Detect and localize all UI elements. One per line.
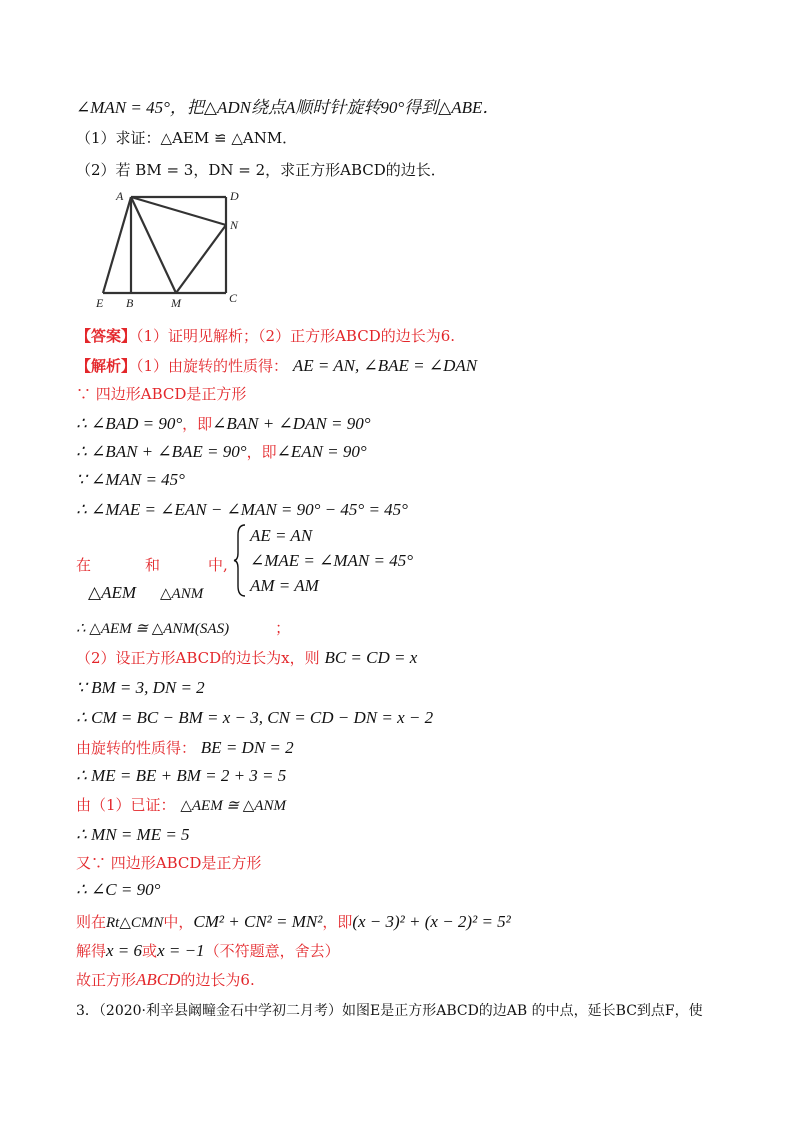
analysis-s7-triangle-1 — [88, 583, 136, 603]
next-problem-text: 3．（2020·利辛县阚疃金石中学初二月考）如图E是正方形ABCD的边AB 的中点，延长BC到点F，使 — [76, 1003, 703, 1019]
analysis-p4-math: ∴ CM = BC − BM = x − 3, CN = CD − DN = x − 2 — [76, 708, 434, 727]
analysis-part2-line-10 — [76, 912, 511, 933]
analysis-p12-math1: x = 6 — [106, 941, 143, 960]
analysis-p8-math: ∴ MN = ME = 5 — [76, 825, 190, 844]
analysis-s3-math: ∴ ∠BAD = 90° — [76, 414, 183, 433]
analysis-p11-math1: Rt△CMN — [106, 915, 164, 931]
problem-question-2: （2）若 BM = 3，DN = 2，求正方形ABCD的边长． — [76, 161, 446, 179]
analysis-p13-text1: 故正方形 — [76, 971, 137, 989]
segment-AM — [131, 197, 176, 293]
problem-question-1: （1）求证：△AEM ≌ △ANM． — [76, 129, 298, 147]
analysis-line-1 — [76, 356, 477, 376]
analysis-s7-tri2-text: △ANM — [160, 586, 204, 602]
analysis-p5-math: BE = DN = 2 — [200, 738, 294, 757]
analysis-p6-math: ∴ ME = BE + BM = 2 + 3 = 5 — [76, 766, 287, 785]
analysis-part2-line-2 — [76, 678, 205, 698]
analysis-p12-text3: （不符题意，舍去） — [204, 942, 340, 960]
analysis-s4-math: ∴ ∠BAN + ∠BAE = 90° — [76, 442, 247, 461]
segment-MN — [176, 225, 226, 293]
segment-AE — [103, 197, 131, 293]
analysis-s7-c3-text: AM = AM — [250, 576, 319, 595]
analysis-p10-math: ∴ ∠C = 90° — [76, 880, 161, 899]
analysis-s7-condition-2 — [250, 551, 413, 571]
analysis-s5-math: ∵ ∠MAN = 45° — [76, 470, 185, 489]
analysis-s7-condition-3 — [250, 576, 319, 596]
analysis-line-8 — [76, 618, 290, 639]
analysis-part2-line-4 — [76, 738, 294, 758]
analysis-p2-math: BC = CD = x — [324, 648, 418, 667]
answer-text: （1）证明见解析；（2）正方形ABCD的边长为6. — [136, 327, 456, 345]
analysis-p11-math3: (x − 3)² + (x − 2)² = 5² — [352, 912, 511, 931]
analysis-p13-text2: 的边长为6. — [180, 971, 255, 989]
analysis-line-3 — [76, 414, 371, 434]
analysis-part2-line-9 — [76, 880, 160, 900]
analysis-part2-line-1 — [76, 648, 417, 668]
analysis-s7-in: 在 — [76, 556, 92, 574]
analysis-p7-text: 由（1）已证： — [76, 796, 176, 814]
analysis-p5-text: 由旋转的性质得： — [76, 739, 197, 757]
analysis-s7-c2-text: ∠MAE = ∠MAN = 45° — [250, 551, 414, 570]
analysis-line-6 — [76, 500, 408, 520]
analysis-p12-math2: x = −1 — [157, 941, 205, 960]
analysis-part2-line-12 — [76, 970, 255, 990]
analysis-p11-text1: 则在 — [76, 913, 107, 931]
analysis-p12-text2: 或 — [142, 942, 158, 960]
analysis-s4-red: ，即 — [246, 443, 277, 461]
system-brace — [233, 523, 247, 598]
label-B: B — [126, 296, 134, 310]
analysis-part2-line-11 — [76, 941, 340, 961]
problem-line-1 — [76, 98, 499, 118]
analysis-s1-text: （1）由旋转的性质得： — [136, 357, 289, 375]
label-E: E — [96, 296, 104, 310]
problem-angle-statement: ∠MAN = 45°，把△ADN绕点A顺时针旋转90°得到△ABE． — [76, 98, 500, 117]
answer-tag: 【答案】 — [76, 327, 137, 345]
analysis-tag: 【解析】 — [76, 357, 137, 375]
analysis-s7-tri1-text: △AEM — [88, 583, 137, 602]
analysis-s1-math: AE = AN, ∠BAE = ∠DAN — [292, 356, 478, 375]
analysis-s7-c1-text: AE = AN — [250, 526, 313, 545]
analysis-line-5 — [76, 470, 185, 490]
analysis-s7-mid: 中, — [208, 556, 228, 574]
analysis-s4-math2: ∠EAN = 90° — [276, 442, 367, 461]
analysis-s7-condition-1 — [250, 526, 312, 546]
analysis-s7-triangle-2 — [160, 583, 203, 604]
analysis-p11-text2: 中， — [163, 913, 194, 931]
analysis-line-4 — [76, 442, 367, 462]
analysis-p7-math: △AEM ≅ △ANM — [180, 798, 286, 814]
analysis-part2-line-6 — [76, 795, 286, 816]
segment-AN — [131, 197, 226, 225]
answer-line — [76, 326, 455, 346]
label-A: A — [116, 189, 124, 203]
label-M: M — [171, 296, 181, 310]
analysis-line-2: ∵ 四边形ABCD是正方形 — [76, 385, 247, 403]
analysis-part2-line-8: 又∵ 四边形ABCD是正方形 — [76, 854, 262, 872]
analysis-s6-math: ∴ ∠MAE = ∠EAN − ∠MAN = 90° − 45° = 45° — [76, 500, 408, 519]
analysis-p13-math: ABCD — [136, 970, 181, 989]
label-C: C — [229, 291, 238, 305]
analysis-p2-text: （2）设正方形ABCD的边长为x，则 — [76, 649, 320, 667]
analysis-part2-line-7 — [76, 825, 190, 845]
analysis-s8-math: ∴ △AEM ≅ △ANM(SAS) — [76, 621, 230, 637]
label-D: D — [230, 189, 239, 203]
label-N: N — [230, 218, 239, 232]
analysis-s8-semi: ； — [275, 619, 291, 637]
analysis-part2-line-3 — [76, 708, 433, 728]
analysis-p11-math2: CM² + CN² = MN² — [193, 912, 323, 931]
analysis-s7-and: 和 — [145, 556, 161, 574]
analysis-s3-math2: ∠BAN + ∠DAN = 90° — [212, 414, 371, 433]
analysis-p12-text1: 解得 — [76, 942, 107, 960]
analysis-p3-math: ∵ BM = 3, DN = 2 — [76, 678, 205, 697]
analysis-s3-red: ，即 — [182, 415, 213, 433]
analysis-part2-line-5 — [76, 766, 286, 786]
analysis-p11-text3: ，即 — [322, 913, 353, 931]
geometry-figure — [88, 185, 268, 310]
